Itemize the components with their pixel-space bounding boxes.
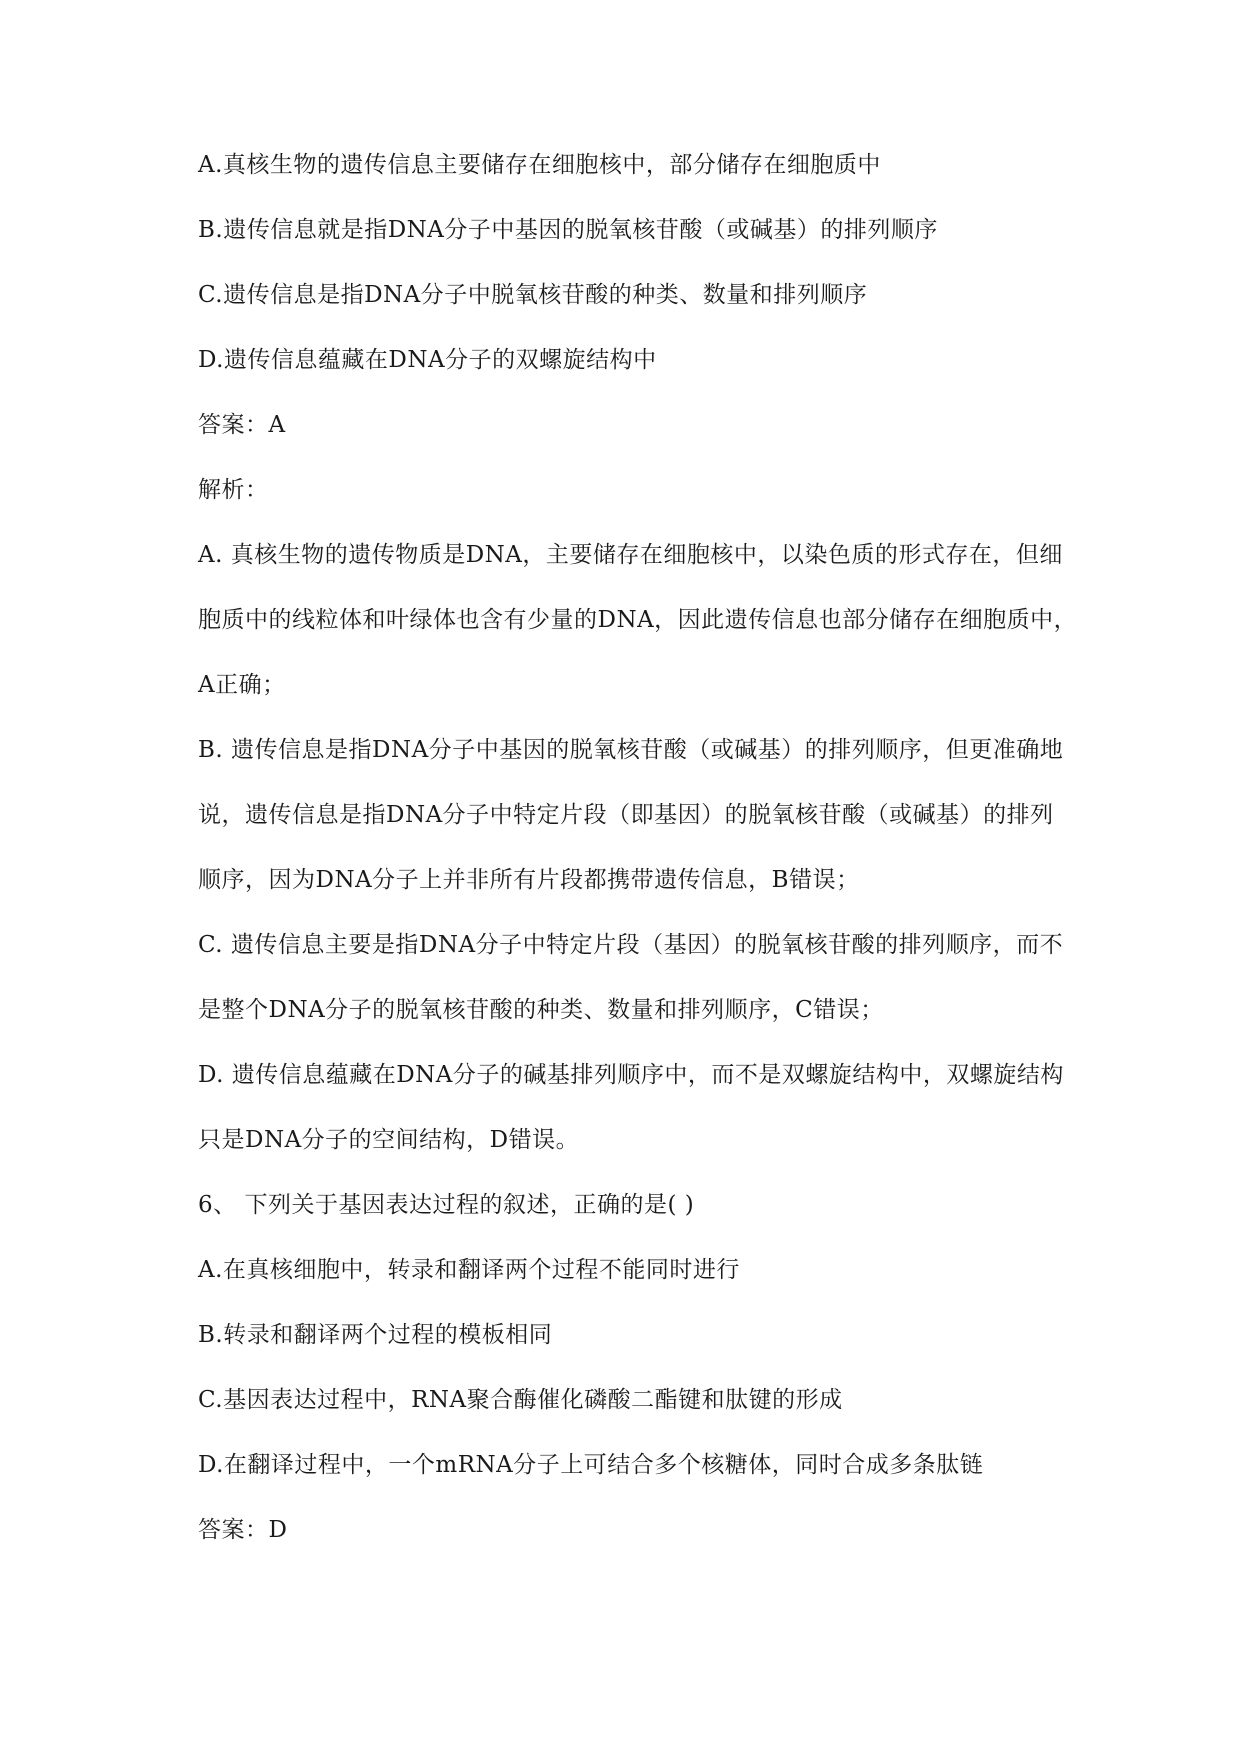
q5-analysis-line: 是整个DNA分子的脱氧核苷酸的种类、数量和排列顺序，C错误；: [198, 997, 884, 1023]
q5-analysis-label: 解析：: [198, 477, 269, 503]
q6-option-b: B.转录和翻译两个过程的模板相同: [198, 1322, 553, 1348]
q6-option-d: D.在翻译过程中，一个mRNA分子上可结合多个核糖体，同时合成多条肽链: [198, 1452, 984, 1478]
q5-analysis-line: A. 真核生物的遗传物质是DNA，主要储存在细胞核中，以染色质的形式存在，但细: [198, 542, 1063, 568]
q5-analysis-line: 胞质中的线粒体和叶绿体也含有少量的DNA，因此遗传信息也部分储存在细胞质中，: [198, 607, 1078, 633]
q5-option-c: C.遗传信息是指DNA分子中脱氧核苷酸的种类、数量和排列顺序: [198, 282, 868, 308]
q5-answer: 答案：A: [198, 412, 286, 438]
q5-option-d: D.遗传信息蕴藏在DNA分子的双螺旋结构中: [198, 347, 657, 373]
q6-option-c: C.基因表达过程中，RNA聚合酶催化磷酸二酯键和肽键的形成: [198, 1387, 843, 1413]
q6-option-a: A.在真核细胞中，转录和翻译两个过程不能同时进行: [198, 1257, 740, 1283]
q5-analysis-line: D. 遗传信息蕴藏在DNA分子的碱基排列顺序中，而不是双螺旋结构中，双螺旋结构: [198, 1062, 1064, 1088]
q5-analysis-line: 顺序，因为DNA分子上并非所有片段都携带遗传信息，B错误；: [198, 867, 860, 893]
q6-answer: 答案：D: [198, 1517, 288, 1543]
q5-option-b: B.遗传信息就是指DNA分子中基因的脱氧核苷酸（或碱基）的排列顺序: [198, 217, 938, 243]
q6-stem: 6、 下列关于基因表达过程的叙述，正确的是( ): [198, 1192, 695, 1218]
q5-analysis-line: B. 遗传信息是指DNA分子中基因的脱氧核苷酸（或碱基）的排列顺序，但更准确地: [198, 737, 1064, 763]
q5-analysis-line: C. 遗传信息主要是指DNA分子中特定片段（基因）的脱氧核苷酸的排列顺序，而不: [198, 932, 1064, 958]
q5-analysis-line: 说，遗传信息是指DNA分子中特定片段（即基因）的脱氧核苷酸（或碱基）的排列: [198, 802, 1054, 828]
q5-analysis-line: 只是DNA分子的空间结构，D错误。: [198, 1127, 580, 1153]
q5-option-a: A.真核生物的遗传信息主要储存在细胞核中，部分储存在细胞质中: [198, 152, 881, 178]
q5-analysis-line: A正确；: [198, 672, 286, 698]
